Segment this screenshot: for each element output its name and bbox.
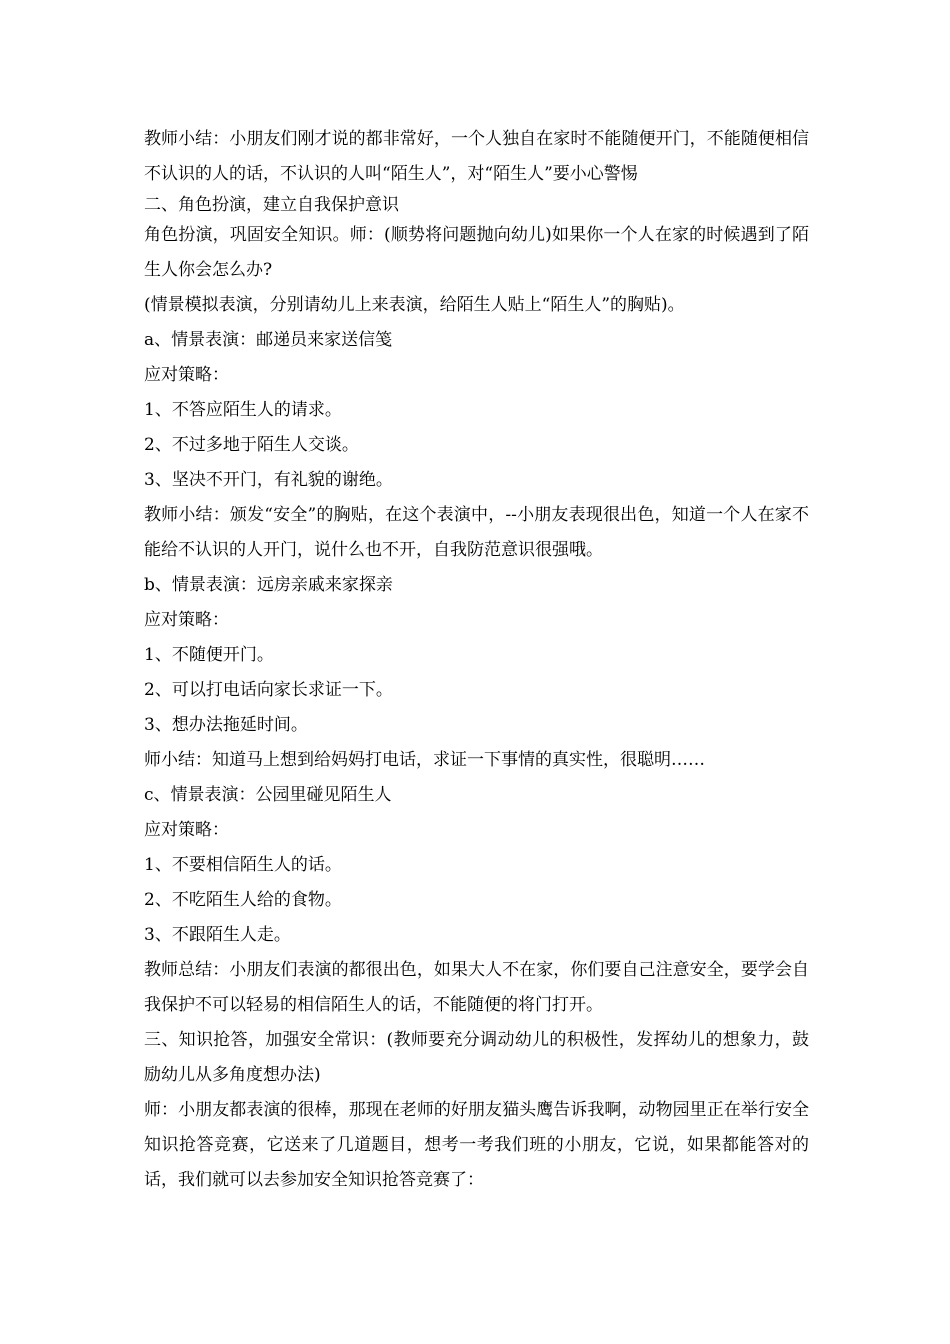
strategy-b-item-1: 1、不随便开门。 xyxy=(144,645,274,665)
paragraph-teacher-summary-1: 教师小结：小朋友们刚才说的都非常好，一个人独自在家时不能随便开门，不能随便相信不认识的人的话，不认识的人叫“陌生人”，对“陌生人”要小心警惕 xyxy=(144,129,809,184)
section-heading-quiz: 三、知识抢答，加强安全常识：(教师要充分调动幼儿的积极性，发挥幼儿的想象力，鼓励幼儿从多角度想办法) xyxy=(144,1030,809,1085)
strategy-label-b: 应对策略： xyxy=(144,610,229,630)
paragraph-teacher-summary-3: 师小结：知道马上想到给妈妈打电话，求证一下事情的真实性，很聪明…… xyxy=(144,750,705,770)
strategy-c-item-2: 2、不吃陌生人给的食物。 xyxy=(144,890,342,910)
strategy-a-item-3: 3、坚决不开门，有礼貌的谢绝。 xyxy=(144,470,393,490)
strategy-label-a: 应对策略： xyxy=(144,365,229,385)
scene-b-heading: b、情景表演：远房亲戚来家探亲 xyxy=(144,575,393,595)
paragraph-role-play-intro: 角色扮演，巩固安全知识。师：(顺势将问题抛向幼儿)如果你一个人在家的时候遇到了陌生人你会怎么办? xyxy=(144,225,809,280)
scene-a-heading: a、情景表演：邮递员来家送信笺 xyxy=(144,330,393,350)
strategy-a-item-1: 1、不答应陌生人的请求。 xyxy=(144,400,342,420)
strategy-c-item-1: 1、不要相信陌生人的话。 xyxy=(144,855,342,875)
paragraph-scene-simulation: (情景模拟表演，分别请幼儿上来表演，给陌生人贴上“陌生人”的胸贴)。 xyxy=(144,295,685,315)
paragraph-quiz-intro: 师：小朋友都表演的很棒，那现在老师的好朋友猫头鹰告诉我啊，动物园里正在举行安全知识抢答竞赛，它送来了几道题目，想考一考我们班的小朋友，它说，如果都能答对的话，我们就可以去参加安全知识抢答竞赛了： xyxy=(144,1100,809,1190)
section-heading-role-play: 二、角色扮演，建立自我保护意识 xyxy=(144,195,399,215)
strategy-a-item-2: 2、不过多地于陌生人交谈。 xyxy=(144,435,359,455)
strategy-b-item-3: 3、想办法拖延时间。 xyxy=(144,715,308,735)
strategy-b-item-2: 2、可以打电话向家长求证一下。 xyxy=(144,680,393,700)
paragraph-teacher-summary-2: 教师小结：颁发“安全”的胸贴，在这个表演中，--小朋友表现很出色，知道一个人在家不能给不认识的人开门，说什么也不开，自我防范意识很强哦。 xyxy=(144,505,809,560)
strategy-label-c: 应对策略： xyxy=(144,820,229,840)
paragraph-teacher-conclusion: 教师总结：小朋友们表演的都很出色，如果大人不在家，你们要自己注意安全，要学会自我保护不可以轻易的相信陌生人的话，不能随便的将门打开。 xyxy=(144,960,809,1015)
document-body xyxy=(144,122,809,1198)
scene-c-heading: c、情景表演：公园里碰见陌生人 xyxy=(144,785,392,805)
strategy-c-item-3: 3、不跟陌生人走。 xyxy=(144,925,291,945)
